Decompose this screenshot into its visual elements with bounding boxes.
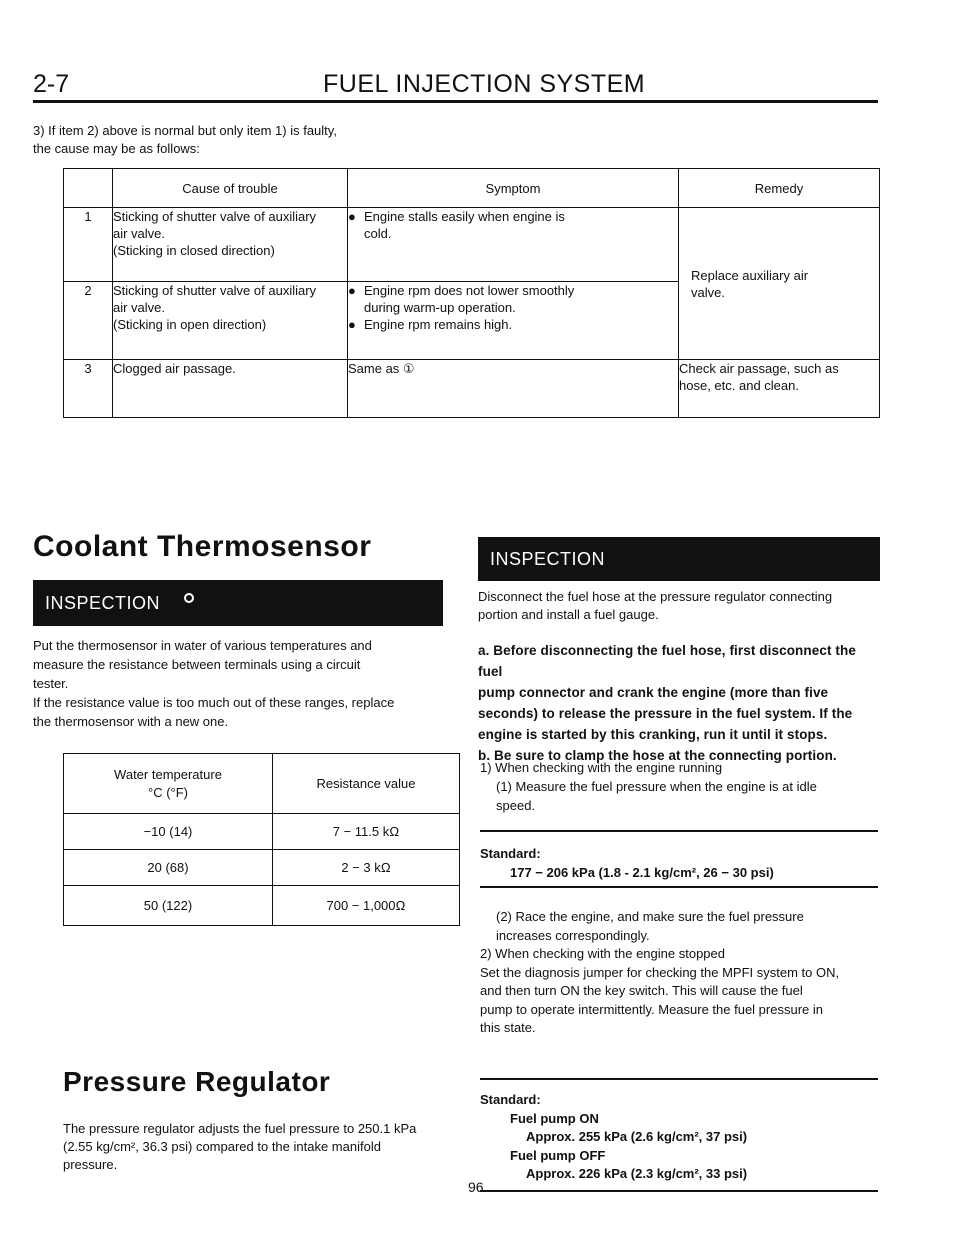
remedy-line: Check air passage, such as [679, 361, 839, 376]
standard-1 [480, 844, 878, 882]
section-number: 2-7 [33, 70, 70, 98]
header-water-temp [64, 754, 273, 814]
standard-rule-bottom-2 [480, 1190, 878, 1192]
step-line: speed. [496, 798, 536, 813]
row-number: 1 [64, 208, 113, 282]
coolant-heading: Coolant Thermosensor [33, 530, 372, 563]
inspection-bar-left [33, 580, 443, 626]
standard-value: Approx. 226 kPa (2.3 kg/cm², 33 psi) [526, 1166, 748, 1181]
standard-label: Standard: [480, 1092, 541, 1107]
coolant-instructions [33, 636, 463, 731]
para-line: pressure. [63, 1157, 118, 1172]
header-no [64, 169, 113, 208]
intro-text [33, 122, 483, 158]
step-line: this state. [480, 1020, 536, 1035]
step-1b-and-2 [480, 908, 880, 1038]
pressure-regulator-text [63, 1120, 473, 1174]
standard-2 [480, 1091, 878, 1184]
para-line: portion and install a fuel gauge. [478, 607, 659, 622]
symptom-cell [348, 208, 679, 282]
symptom-item [348, 316, 678, 333]
standard-label: Standard: [480, 846, 541, 861]
step-1 [480, 758, 880, 815]
inspection-intro [478, 588, 888, 624]
remedy-line: Replace auxiliary air [691, 267, 809, 283]
step-line: Set the diagnosis jumper for checking the MPFI system to ON, [480, 964, 840, 980]
temp-cell: 20 (68) [64, 850, 273, 886]
caution-line: seconds) to release the pressure in the fuel system. If the [478, 706, 853, 721]
header-resistance: Resistance value [273, 754, 460, 814]
header-line: °C (°F) [148, 784, 188, 800]
page-title: FUEL INJECTION SYSTEM [323, 70, 646, 98]
resistance-table [63, 753, 460, 926]
cause-line: air valve. [113, 300, 166, 315]
cause-cell [113, 360, 348, 418]
caution-notes [478, 640, 883, 766]
remedy-line: hose, etc. and clean. [679, 378, 799, 393]
symptom-item [348, 208, 678, 242]
para-line: the thermosensor with a new one. [33, 714, 229, 729]
standard-rule-bottom [480, 886, 878, 888]
caution-line: pump connector and crank the engine (more than five [478, 685, 829, 700]
table-row [64, 360, 880, 418]
table-row [64, 814, 460, 850]
cause-line: Sticking of shutter valve of auxiliary [113, 209, 317, 224]
cause-cell [113, 208, 348, 282]
cause-line: Sticking of shutter valve of auxiliary [113, 283, 317, 298]
standard-value: 177 − 206 kPa (1.8 - 2.1 kg/cm², 26 − 30 psi) [510, 865, 774, 880]
cause-line: (Sticking in closed direction) [113, 243, 275, 258]
para-line: The pressure regulator adjusts the fuel pressure to 250.1 kPa [63, 1121, 417, 1136]
step-line: (2) Race the engine, and make sure the fuel pressure [496, 909, 804, 924]
inspection-label: INSPECTION [45, 592, 161, 613]
caution-line: b. Be sure to clamp the hose at the connecting portion. [478, 748, 837, 763]
trouble-table [63, 168, 880, 418]
cause-line: Clogged air passage. [113, 361, 236, 376]
remedy-cell [679, 360, 880, 418]
circle-icon [184, 593, 194, 603]
header-rule [33, 100, 878, 103]
step-line: increases correspondingly. [496, 927, 650, 943]
standard-rule-top-2 [480, 1078, 878, 1080]
para-line: If the resistance value is too much out of these ranges, replace [33, 695, 395, 710]
header-remedy: Remedy [679, 169, 880, 208]
step-line: 1) When checking with the engine running [480, 760, 723, 775]
header-cause: Cause of trouble [113, 169, 348, 208]
caution-line: engine is started by this cranking, run it until it stops. [478, 727, 828, 742]
standard-line: Fuel pump OFF [510, 1147, 606, 1163]
symptom-line: Engine stalls easily when engine is [364, 209, 565, 224]
temp-cell: 50 (122) [64, 886, 273, 926]
symptom-line: cold. [364, 226, 392, 241]
symptom-cell [348, 282, 679, 360]
intro-line: the cause may be as follows: [33, 141, 200, 156]
symptom-line: Same as ① [348, 361, 415, 376]
page-number: 96 [468, 1179, 484, 1195]
res-cell: 7 − 11.5 kΩ [273, 814, 460, 850]
table-row [64, 850, 460, 886]
cause-line: air valve. [113, 226, 166, 241]
pressure-regulator-heading: Pressure Regulator [63, 1066, 331, 1097]
table-row [64, 208, 880, 282]
header-line: Water temperature [114, 766, 222, 782]
row-number: 3 [64, 360, 113, 418]
table-row [64, 886, 460, 926]
step-line: 2) When checking with the engine stopped [480, 946, 725, 961]
para-line: tester. [33, 676, 69, 691]
res-cell: 700 − 1,000Ω [273, 886, 460, 926]
symptom-item [348, 282, 678, 316]
standard-value: Approx. 255 kPa (2.6 kg/cm², 37 psi) [526, 1129, 748, 1144]
remedy-line: valve. [691, 284, 725, 300]
inspection-bar-right [478, 537, 880, 581]
inspection-label: INSPECTION [490, 548, 606, 569]
para-line: (2.55 kg/cm², 36.3 psi) compared to the intake manifold [63, 1139, 381, 1154]
cause-line: (Sticking in open direction) [113, 317, 267, 332]
symptom-line: during warm-up operation. [364, 300, 516, 315]
bullet-icon: ● [348, 317, 356, 332]
step-line: pump to operate intermittently. Measure the fuel pressure in [480, 1001, 823, 1017]
temp-cell: −10 (14) [64, 814, 273, 850]
res-cell: 2 − 3 kΩ [273, 850, 460, 886]
remedy-cell [679, 208, 880, 360]
bullet-icon: ● [348, 283, 356, 298]
para-line: Disconnect the fuel hose at the pressure regulator connecting [478, 589, 833, 604]
step-line: (1) Measure the fuel pressure when the engine is at idle [496, 779, 817, 794]
symptom-line: Engine rpm remains high. [364, 317, 513, 332]
cause-cell [113, 282, 348, 360]
standard-line: Fuel pump ON [510, 1110, 599, 1126]
symptom-line: Engine rpm does not lower smoothly [364, 283, 575, 298]
caution-line: a. Before disconnecting the fuel hose, first disconnect the fuel [478, 643, 856, 679]
bullet-icon: ● [348, 209, 356, 224]
table-header-row [64, 754, 460, 814]
header-symptom: Symptom [348, 169, 679, 208]
standard-rule-top [480, 830, 878, 832]
step-line: and then turn ON the key switch. This will cause the fuel [480, 983, 803, 998]
para-line: Put the thermosensor in water of various temperatures and [33, 638, 372, 653]
intro-line: 3) If item 2) above is normal but only item 1) is faulty, [33, 123, 337, 138]
para-line: measure the resistance between terminals using a circuit [33, 657, 361, 672]
symptom-cell [348, 360, 679, 418]
row-number: 2 [64, 282, 113, 360]
